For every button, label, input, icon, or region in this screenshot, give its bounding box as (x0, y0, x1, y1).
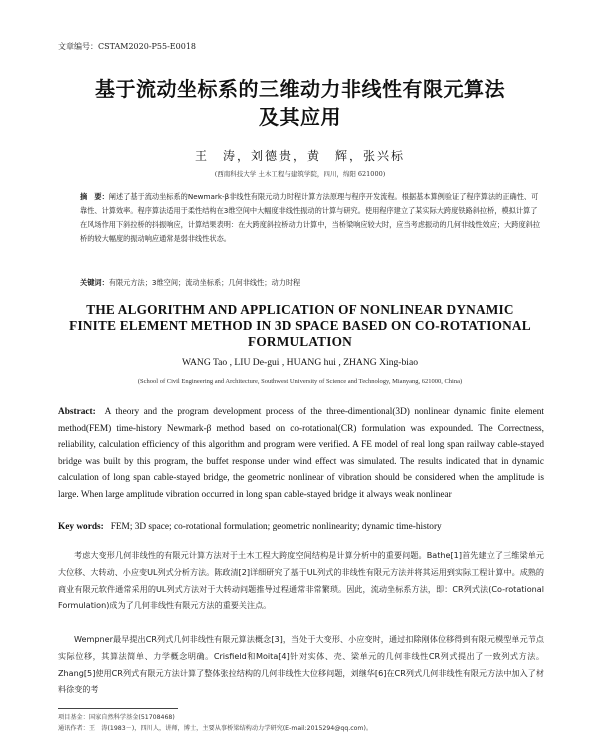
english-authors: WANG Tao , LIU De-gui , HUANG hui , ZHANG Xing-biao (181, 357, 419, 368)
body-paragraph-2-text: Wempner最早提出CR列式几何非线性有限元算法概念[3]，当处于大变形、小应变时，通过扣除刚体位移得到有限元模型单元节点实际位移，其算法简单、力学概念明确。Crisfield和Moita[4]针对实体、壳、梁单元的几何非线性CR列式提出了一致列式方法。Zhang[5]使用CR列式有限元方法计算了整体张拉结构的几何非线性大位移问题，刘继华[6]在CR列式几何非线性有限元方法中加入了材料徐变的考 (58, 634, 544, 695)
english-title-line-3: FORMULATION (248, 334, 352, 349)
english-abstract-text: A theory and the program development process of the three-dimentional(3D) nonlinear dynamic finite element method(FEM) time-history Newmark-β method based on co-rotational(CR) formulation was expounded. The Correctness, reliability, calculation efficiency of this algorithm and program were verified. A FE model of real long span railway cable-stayed bridge was built by this program, the buffet response under wind effect was simulated. The results indicated that in dynamic calculation of long span cable-stayed bridge, the geometric nonlinear of vibration should be considered when the amplitude is large. When large amplitude vibration occurred in long span cable-stayed bridge it always weak nonlinear (58, 407, 544, 500)
body-paragraph-2 (58, 631, 544, 698)
body-paragraph-1 (58, 547, 544, 614)
english-abstract-label: Abstract: (58, 407, 96, 417)
article-number: 文章编号：CSTAM2020-P55-E0018 (58, 42, 196, 51)
chinese-title-line-1: 基于流动坐标系的三维动力非线性有限元算法 (95, 77, 505, 101)
chinese-abstract-text: 阐述了基于流动坐标系的Newmark-β非线性有限元动力时程计算方法原理与程序开发流程。根据基本算例验证了程序算法的正确性、可靠性、计算效率。程序算法适用于柔性结构在3维空间中大幅度非线性振动的计算与研究。使用程序建立了某实际大跨度铁路斜拉桥，模拟计算了在风场作用下斜拉桥的抖振响应，计算结果表明：在大跨度斜拉桥动力计算中，当桥梁响应较大时，应当考虑振动的几何非线性效应；大跨度斜拉桥的较大幅度的振动响应通常是弱非线性状态。 (80, 192, 541, 243)
footnote-divider (58, 708, 178, 709)
chinese-authors: 王 涛，刘德贵，黄 辉，张兴标 (194, 149, 405, 163)
english-keywords-label: Key words: (58, 522, 104, 532)
english-affiliation: (School of Civil Engineering and Architecture, Southwest University of Science and Technology, Mianyang, 621000, China) (137, 378, 463, 385)
chinese-abstract-label: 摘 要： (80, 192, 109, 201)
chinese-keywords-label: 关键词： (80, 278, 109, 287)
english-keywords (58, 522, 544, 532)
body-paragraph-1-text: 考虑大变形几何非线性的有限元计算方法对于土木工程大跨度空间结构是计算分析中的重要问题。Bathe[1]首先建立了三维梁单元大位移、大转动、小应变UL列式分析方法。陈政清[2]详细研究了基于UL列式的非线性有限元方法并将其运用到实际工程计算中。成熟的商业有限元软件通常采用的UL列式方法对于大转动问题推导过程通常非常繁琐。因此，流动坐标系方法，即：CR列式法(Co-rotational Formulation)成为了几何非线性有限元方法的重要关注点。 (58, 550, 544, 611)
english-title-line-1: THE ALGORITHM AND APPLICATION OF NONLINEAR DYNAMIC (86, 302, 514, 317)
chinese-affiliation: (西南科技大学 土木工程与建筑学院，四川，绵阳 621000) (214, 170, 386, 178)
chinese-abstract (80, 190, 542, 246)
footnote-funding: 项目基金：国家自然科学基金(51708468) (58, 714, 175, 721)
footnote-corresponding-author: 通讯作者：王 涛(1983－)，四川人，讲师，博士，主要从事桥梁结构动力学研究(E-mail:2015294@qq.com)。 (58, 725, 373, 732)
chinese-keywords (80, 278, 542, 288)
english-title-line-2: FINITE ELEMENT METHOD IN 3D SPACE BASED ON CO-ROTATIONAL (69, 318, 531, 333)
english-abstract (58, 404, 544, 504)
chinese-title-line-2: 及其应用 (259, 105, 341, 129)
english-keywords-text: FEM; 3D space; co-rotational formulation; geometric nonlinearity; dynamic time-history (110, 522, 442, 532)
chinese-keywords-text: 有限元方法；3维空间；流动坐标系；几何非线性；动力时程 (108, 278, 301, 287)
